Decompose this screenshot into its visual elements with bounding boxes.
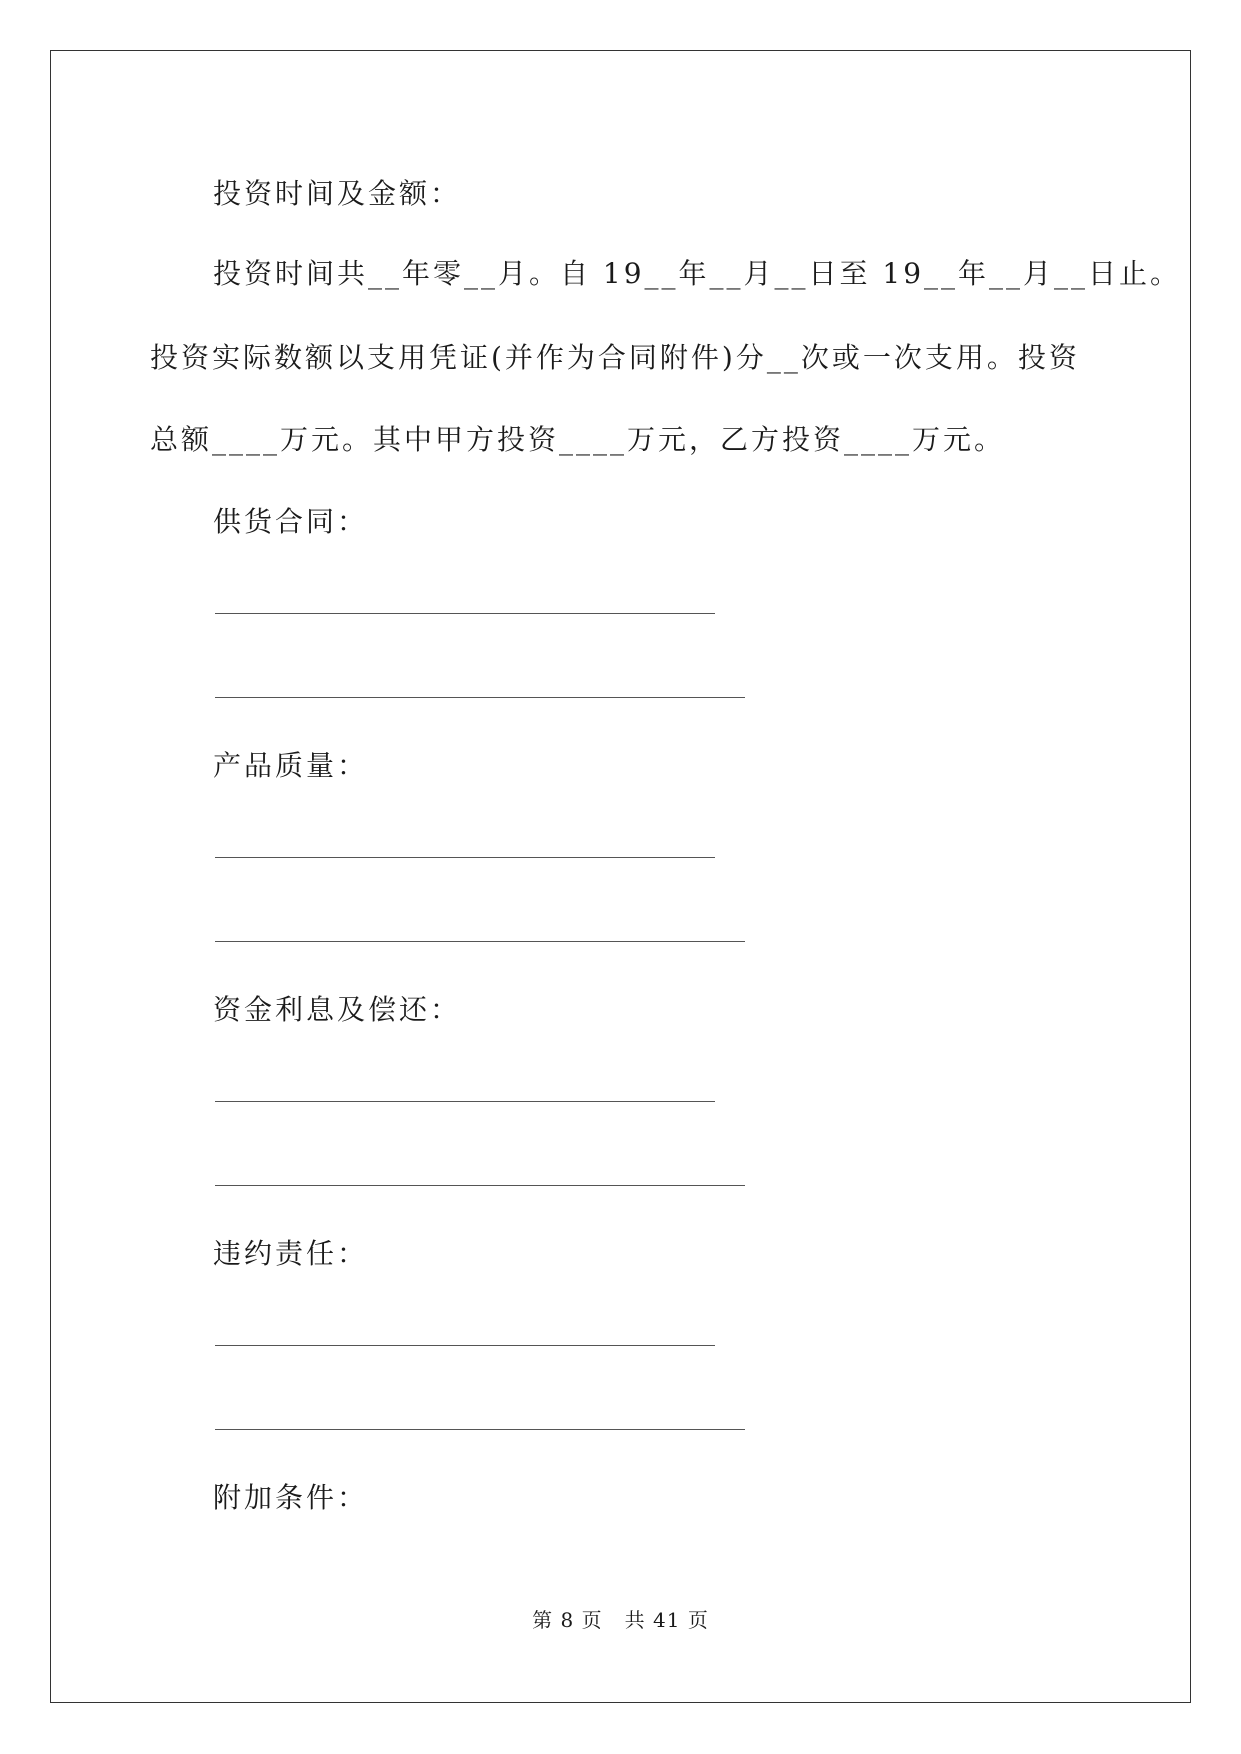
breach-liability-heading: 违约责任： bbox=[213, 1237, 369, 1270]
investment-paragraph-line-2: 投资实际数额以支用凭证(并作为合同附件)分__次或一次支用。投资 bbox=[150, 341, 1080, 374]
additional-conditions-heading: 附加条件： bbox=[213, 1481, 369, 1514]
blank-fill-line bbox=[215, 613, 715, 614]
blank-fill-line bbox=[215, 1345, 715, 1346]
page-number: 第 8 页 bbox=[532, 1608, 603, 1632]
investment-paragraph-line-1: 投资时间共__年零__月。自 19__年__月__日至 19__年__月__日止。 bbox=[213, 257, 1182, 290]
blank-fill-line bbox=[215, 941, 745, 942]
investment-heading: 投资时间及金额： bbox=[213, 177, 462, 210]
page-total: 共 41 页 bbox=[624, 1608, 709, 1632]
capital-interest-heading: 资金利息及偿还： bbox=[213, 993, 462, 1026]
blank-fill-line bbox=[215, 1429, 745, 1430]
blank-fill-line bbox=[215, 1101, 715, 1102]
blank-fill-line bbox=[215, 857, 715, 858]
page-footer bbox=[0, 1607, 1241, 1633]
investment-paragraph-line-3: 总额____万元。其中甲方投资____万元，乙方投资____万元。 bbox=[150, 423, 1006, 456]
blank-fill-line bbox=[215, 697, 745, 698]
blank-fill-line bbox=[215, 1185, 745, 1186]
product-quality-heading: 产品质量： bbox=[213, 749, 369, 782]
supply-contract-heading: 供货合同： bbox=[213, 505, 369, 538]
page-frame bbox=[50, 50, 1191, 1703]
